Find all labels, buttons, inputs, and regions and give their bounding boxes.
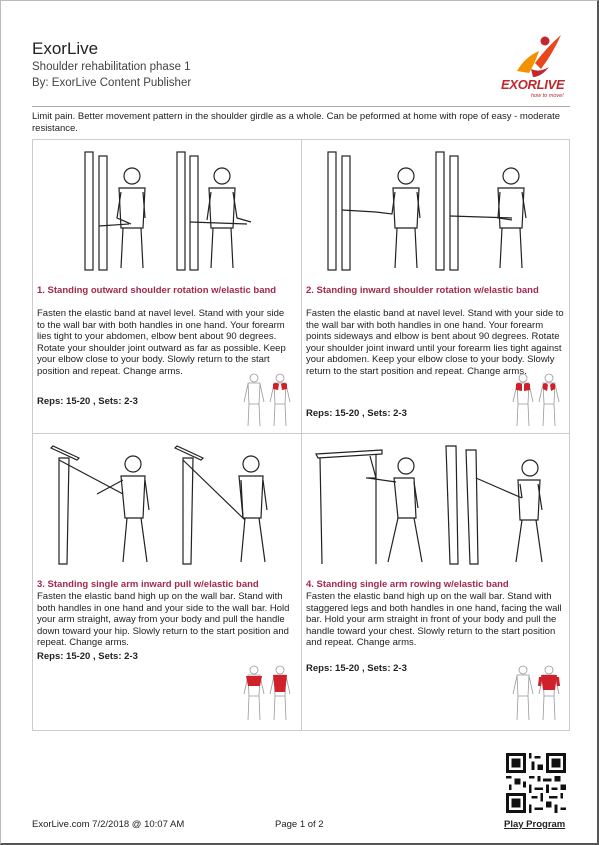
qr-code-icon[interactable] [506,753,566,813]
exercise-1-description: Fasten the elastic band at navel level. Stand with your side to the wall bar with both handles in one hand. Your forearm lies tight to your abdomen, elbow bent about 90 degrees. Rotate your shoulder joint outward as far as possible. Keep your elbow close to your body. Slowly return to the start position and repeat. Change arms. [37,308,286,377]
exercise-3-description: Fasten the elastic band high up on the wall bar. Stand with both handles in one hand and your side to the wall bar. Hold your arm straight, away from your body and pull the handle down toward your hip. Slowly return to the start position and repeat. Change arms. [37,591,290,648]
footer-page-number: Page 1 of 2 [275,819,324,830]
exercise-2-title: 2. Standing inward shoulder rotation w/elastic band [306,285,539,296]
document-byline: By: ExorLive Content Publisher [32,77,192,89]
exercise-card-2 [306,144,568,430]
exercise-card-1 [37,144,299,430]
play-program-link[interactable]: Play Program [504,819,566,830]
muscle-map-2-icon [510,372,564,430]
muscle-map-3-icon [241,664,295,724]
exercise-3-title: 3. Standing single arm inward pull w/elastic band [37,579,259,590]
exercise-2-illustration [306,144,568,284]
exercise-3-illustration [37,438,299,578]
muscle-map-4-icon [510,664,564,724]
exercise-grid [32,139,570,731]
exercise-3-reps: Reps: 15-20 , Sets: 2-3 [37,651,138,662]
exercise-4-reps: Reps: 15-20 , Sets: 2-3 [306,663,407,674]
exercise-4-illustration [306,438,568,578]
exercise-card-4 [306,438,568,728]
muscle-map-1-icon [241,372,295,430]
exercise-1-reps: Reps: 15-20 , Sets: 2-3 [37,396,138,407]
footer-timestamp: ExorLive.com 7/2/2018 @ 10:07 AM [32,819,185,830]
grid-divider-vertical [301,140,302,730]
program-intro: Limit pain. Better movement pattern in the shoulder girdle as a whole. Can be peformed at home with rope of easy - moderate resistance. [32,111,561,134]
exercise-1-illustration [37,144,299,284]
exercise-2-reps: Reps: 15-20 , Sets: 2-3 [306,408,407,419]
logo-wordmark: EXORLIVE [501,77,565,92]
grid-divider-horizontal [33,433,569,434]
document-title: ExorLive [32,39,99,58]
exercise-4-description: Fasten the elastic band high up on the wall bar. Stand with staggered legs and both handles in one hand, facing the wall bar. Hold your arm straight in front of your body and pull the handle toward your chest. Slowly return to the start position and repeat. Change arms. [306,591,562,648]
exercise-1-title: 1. Standing outward shoulder rotation w/elastic band [37,285,277,296]
exercise-card-3 [37,438,299,728]
document-subtitle: Shoulder rehabilitation phase 1 [32,61,191,73]
exercise-4-title: 4. Standing single arm rowing w/elastic band [306,579,509,590]
exercise-2-description: Fasten the elastic band at navel level. Stand with your side to the wall bar with both handles in one hand. Your forearm points sideways and elbow is bent about 90 degrees. Rotate your shoulder joint inward until your forearm lies tight against your abdomen. Keep your elbow close to your body. Slowly return to the start position and repeat. Change arms. [306,308,564,377]
header-divider [32,106,570,107]
logo-tagline: how to move! [531,93,564,99]
